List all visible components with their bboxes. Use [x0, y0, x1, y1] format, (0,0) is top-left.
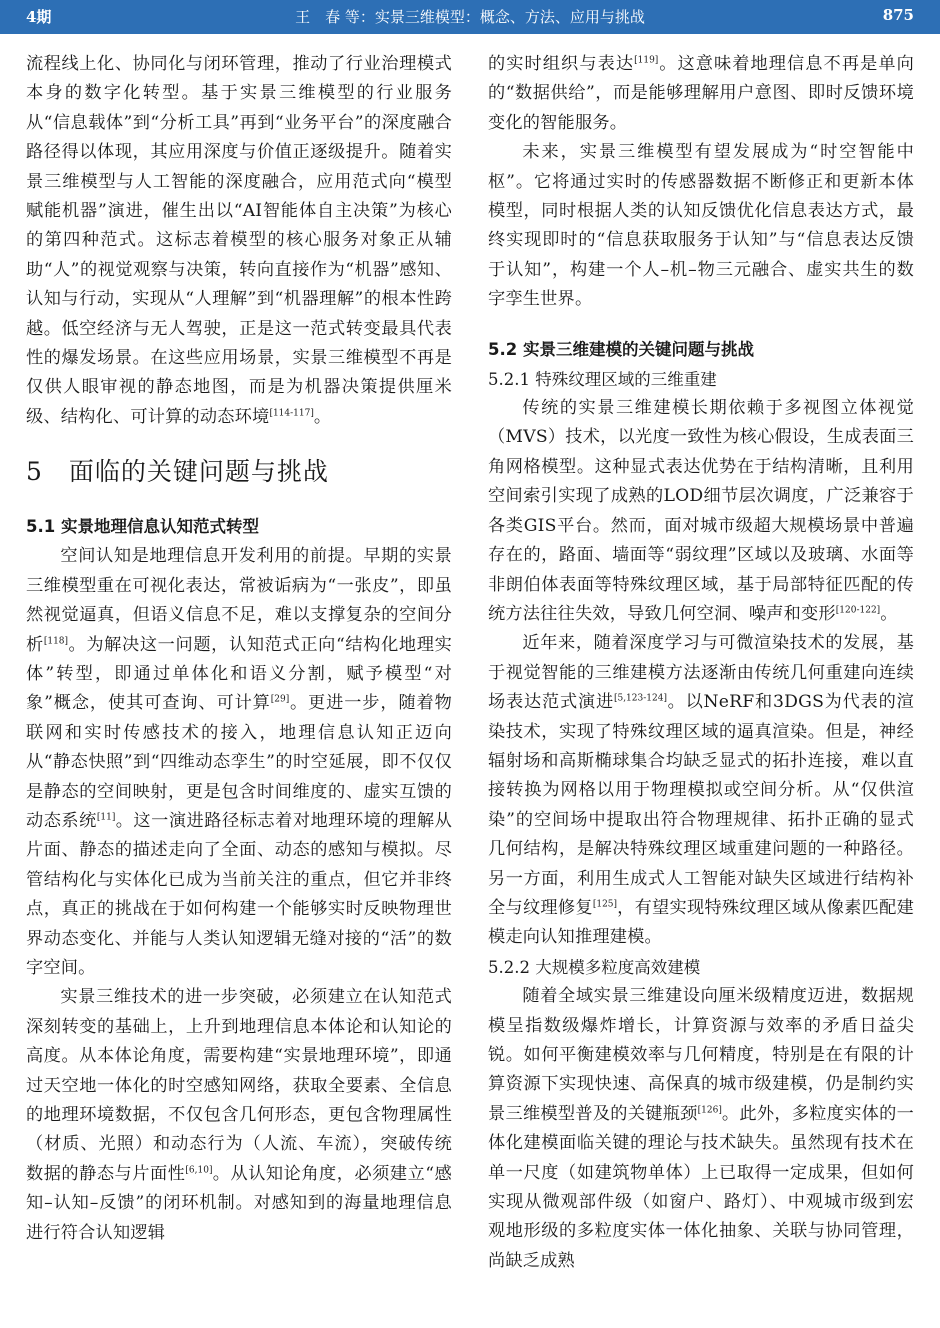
running-header	[0, 0, 940, 34]
paragraph-continued	[26, 50, 452, 432]
text: 。	[313, 406, 332, 427]
citation: [114-117]	[269, 408, 314, 419]
text: 实景三维技术的进一步突破，必须建立在认知范式深刻转变的基础上，上升到地理信息本体论和认知论的高度。从本体论角度，需要构建“实景地理环境”，即通过天空地一体化的时空感知网络，获取全要素、全信息的地理环境数据，不仅包含几何形态，更包含物理属性（材质、光照）和动态行为（人流、车流），突破传统数据的静态与片面性	[26, 987, 452, 1184]
citation: [29]	[270, 694, 290, 705]
left-column	[26, 50, 452, 1328]
citation: [11]	[96, 812, 116, 823]
citation: [118]	[43, 635, 69, 646]
text: ，有望实现特殊纹理区域从像素匹配建模走向认知推理建模。	[488, 897, 914, 948]
text: 。为解决这一问题，认知范式正向“结构化地理实体”转型，即通过单体化和语义分割，赋予模型“对象”概念，使其可查询、可计算	[26, 634, 452, 714]
text: 空间认知是地理信息开发利用的前提。早期的实景三维模型重在可视化表达，常被诟病为“一张皮”，即虽然视觉逼真，但语义信息不足，难以支撑复杂的空间分析	[26, 546, 452, 655]
citation: [126]	[697, 1105, 722, 1116]
text: 流程线上化、协同化与闭环管理，推动了行业治理模式本身的数字化转型。基于实景三维模型的行业服务从“信息载体”到“分析工具”再到“业务平台”的深度融合路径得以体现，其应用深度与价值正逐级提升。随着实景三维模型与人工智能的深度融合，应用范式向“模型赋能机器”演进，催生出以“AI智能体自主决策”为核心的第四种范式。这标志着模型的核心服务对象正从辅助“人”的视觉观察与决策，转向直接作为“机器”感知、认知与行动，实现从“人理解”到“机器理解”的根本性跨越。低空经济与无人驾驶，正是这一范式转变最具代表性的爆发场景。在这些应用场景，实景三维模型不再是仅供人眼审视的静态地图，而是为机器决策提供厘米级、结构化、可计算的动态环境	[26, 54, 452, 427]
subsubsection-heading: 5.2.1 特殊纹理区域的三维重建	[488, 369, 717, 389]
paragraph	[26, 542, 452, 983]
text: 。这意味着地理信息不再是单向的“数据供给”，而是能够理解用户意图、即时反馈环境变化的智能服务。	[488, 54, 914, 133]
page-number: 875	[882, 6, 914, 24]
text: 。以NeRF和3DGS为代表的渲染技术，实现了特殊纹理区域的逼真渲染。但是，神经辐射场和高斯椭球集合均缺乏显式的拓扑连接，难以直接转换为网格以用于物理模拟或空间分析。从“仅供渲染”的空间场中提取出符合物理规律、拓扑正确的显式几何结构，是解决特殊纹理区域重建问题的一种路径。另一方面，利用生成式人工智能对缺失区域进行结构补全与纹理修复	[488, 692, 914, 918]
text: 的实时组织与表达	[488, 54, 635, 74]
text: 。更进一步，随着物联网和实时传感技术的接入，地理信息认知正迈向从“静态快照”到“四维动态孪生”的时空延展，即不仅仅是静态的空间映射，更是包含时间维度的、虚实互馈的动态系统	[26, 693, 452, 831]
citation: [119]	[634, 55, 659, 66]
paragraph	[26, 983, 452, 1248]
section-heading: 5 面临的关键问题与挑战	[26, 457, 329, 487]
subsection-heading: 5.2 实景三维建模的关键问题与挑战	[488, 339, 754, 359]
issue-number: 4期	[26, 8, 52, 26]
text: 近年来，随着深度学习与可微渲染技术的发展，基于视觉智能的三维建模方法逐渐由传统几何重建向连续场表达范式演进	[488, 633, 914, 713]
citation: [125]	[592, 899, 618, 910]
text: 。此外，多粒度实体的一体化建模面临关键的理论与技术缺失。虽然现有技术在单一尺度（如建筑物单体）上已取得一定成果，但如何实现从微观部件级（如窗户、路灯）、中观城市级到宏观地形级的多粒度实体一体化抽象、关联与协同管理，尚缺乏成熟	[488, 1103, 914, 1271]
text: 随着全域实景三维建设向厘米级精度迈进，数据规模呈指数级爆炸增长，计算资源与效率的矛盾日益尖锐。如何平衡建模效率与几何精度，特别是在有限的计算资源下实现快速、高保真的城市级建模，仍是制约实景三维模型普及的关键瓶颈	[488, 986, 914, 1124]
running-title: 王 春 等：实景三维模型：概念、方法、应用与挑战	[295, 8, 645, 26]
citation: [6,10]	[185, 1165, 213, 1176]
citation: [120-122]	[835, 605, 881, 616]
citation: [5,123-124]	[613, 693, 667, 704]
paragraph	[488, 982, 914, 1276]
paragraph-continued	[488, 50, 914, 138]
paragraph	[488, 394, 914, 629]
text: 。	[880, 603, 898, 624]
text: 。这一演进路径标志着对地理环境的理解从片面、静态的描述走向了全面、动态的感知与模拟。尽管结构化与实体化已成为当前关注的重点，但它并非终点，真正的挑战在于如何构建一个能够实时反映物理世界动态变化、并能与人类认知逻辑无缝对接的“活”的数字空间。	[26, 810, 452, 978]
text: 传统的实景三维建模长期依赖于多视图立体视觉（MVS）技术，以光度一致性为核心假设，生成表面三角网格模型。这种显式表达优势在于结构清晰，且利用空间索引实现了成熟的LOD细节层次调度，广泛兼容于各类GIS平台。然而，面对城市级超大规模场景中普遍存在的，路面、墙面等“弱纹理”区域以及玻璃、水面等非朗伯体表面等特殊纹理区域，基于局部特征匹配的传统方法往往失效，导致几何空洞、噪声和变形	[488, 398, 914, 624]
subsection-heading: 5.1 实景地理信息认知范式转型	[26, 517, 259, 537]
subsubsection-heading: 5.2.2 大规模多粒度高效建模	[488, 957, 701, 977]
paragraph: 未来，实景三维模型有望发展成为“时空智能中枢”。它将通过实时的传感器数据不断修正和更新本体模型，同时根据人类的认知反馈优化信息表达方式，最终实现即时的“信息获取服务于认知”与“信息表达反馈于认知”，构建一个人–机–物三元融合、虚实共生的数字孪生世界。	[488, 142, 914, 310]
paragraph	[488, 629, 914, 952]
text: 。从认知论角度，必须建立“感知–认知–反馈”的闭环机制。对感知到的海量地理信息进行符合认知逻辑	[26, 1163, 452, 1243]
right-column	[488, 50, 914, 1328]
